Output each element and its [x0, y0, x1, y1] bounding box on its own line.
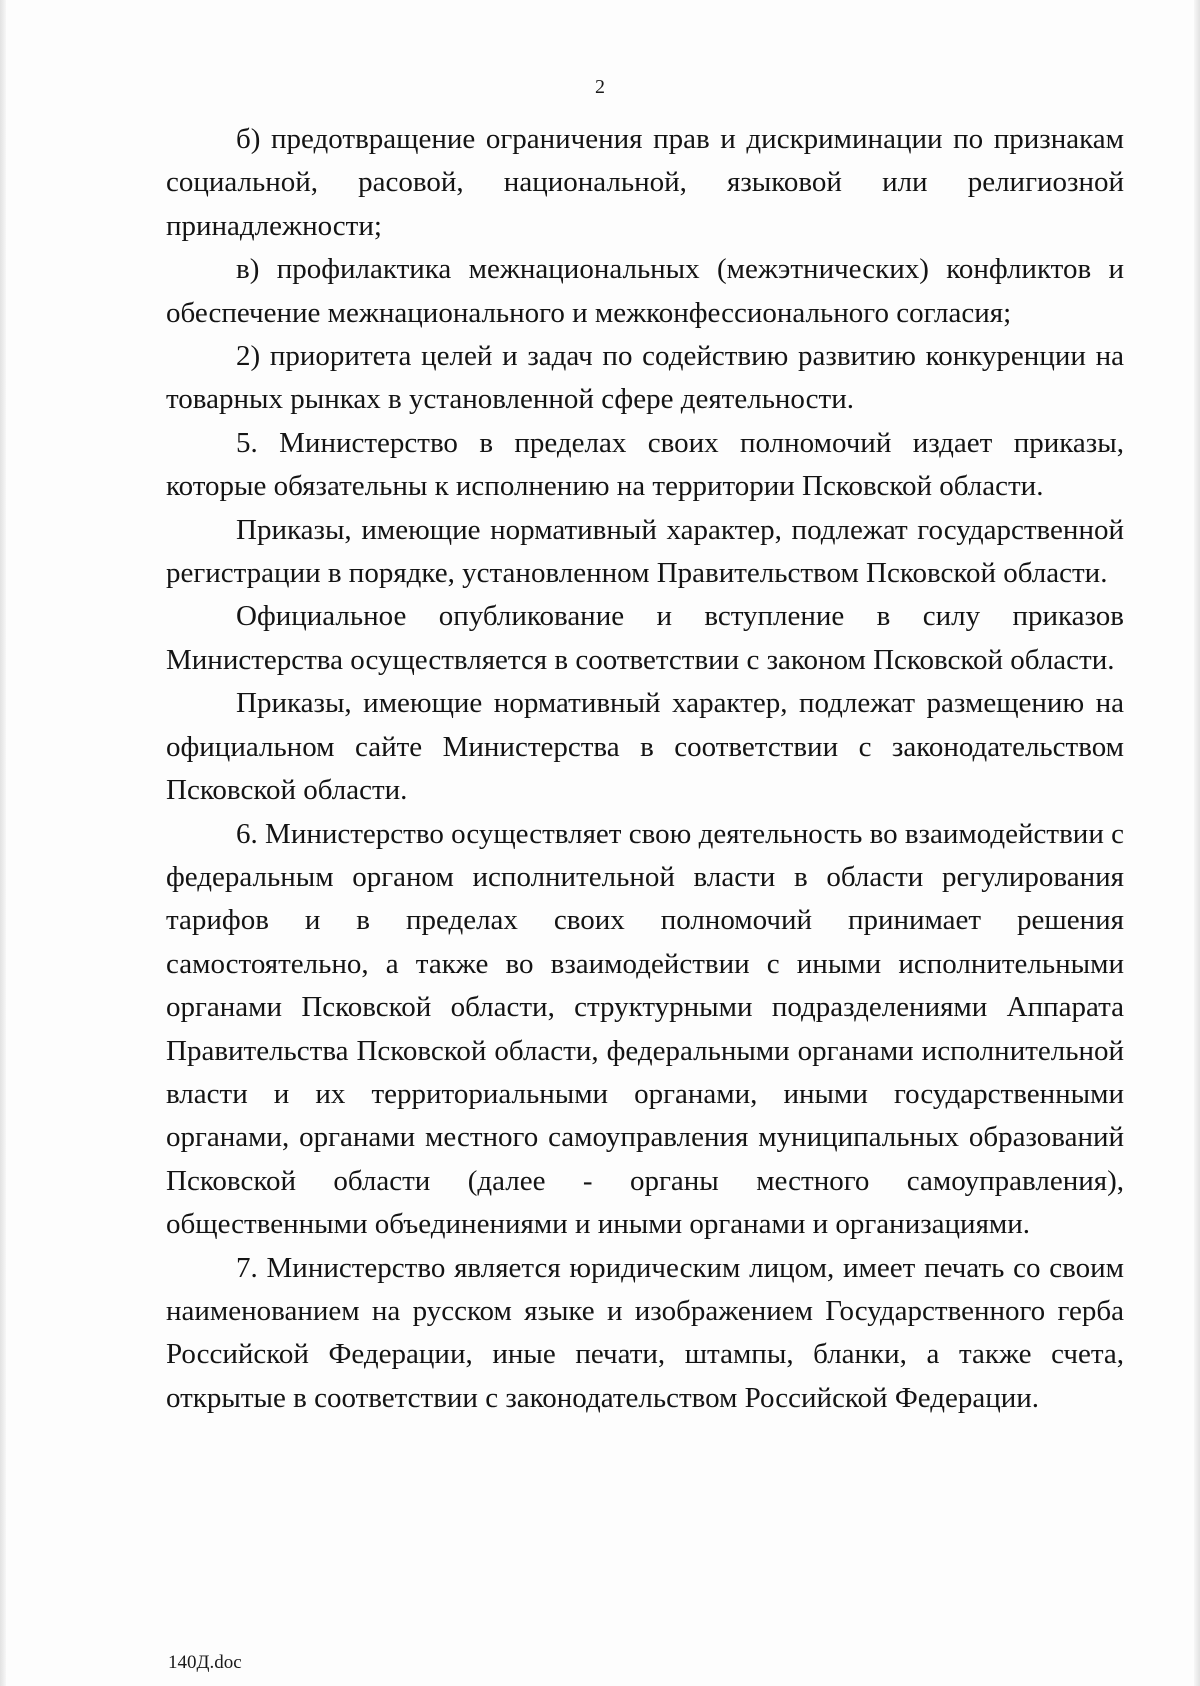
paragraph-5: 5. Министерство в пределах своих полномочий издает приказы, которые обязательны к исполнению на территории Псковской области. [166, 426, 1124, 503]
paragraph-5-registration: Приказы, имеющие нормативный характер, подлежат государственной регистрации в порядке, установленном Правительством Псковской области. [166, 513, 1124, 590]
paragraph-6: 6. Министерство осуществляет свою деятельность во взаимодействии с федеральным органом исполнительной власти в области регулирования тарифов и в пределах своих полномочий принимает решения самостоятельно, а также во взаимодействии с иными исполнительными органами Псковской области, структурными подразделениями Аппарата Правительства Псковской области, федеральными органами исполнительной власти и их территориальными органами, иными государственными органами, органами местного самоуправления муниципальных образований Псковской области (далее - органы местного самоуправления), общественными объединениями и иными органами и организациями. [166, 817, 1124, 1241]
paragraph-v: в) профилактика межнациональных (межэтнических) конфликтов и обеспечение межнационального и межконфессионального согласия; [166, 253, 1124, 329]
paragraph-b: б) предотвращение ограничения прав и дискриминации по признакам социальной, расовой, национальной, языковой или религиозной принадлежности; [166, 123, 1124, 242]
paragraph-5-website: Приказы, имеющие нормативный характер, подлежат размещению на официальном сайте Министерства в соответствии с законодательством Псковской области. [166, 687, 1124, 807]
scan-edge-left [0, 0, 6, 1686]
paragraph-2: 2) приоритета целей и задач по содействию развитию конкуренции на товарных рынках в установленной сфере деятельности. [166, 340, 1124, 416]
paragraph-5-publication: Официальное опубликование и вступление в силу приказов Министерства осуществляется в соответствии с законом Псковской области. [166, 600, 1124, 676]
scan-edge-right [1194, 0, 1200, 1686]
paragraph-7: 7. Министерство является юридическим лицом, имеет печать со своим наименованием на русском языке и изображением Государственного герба Российской Федерации, иные печати, штампы, бланки, а также счета, открытые в соответствии с законодательством Российской Федерации. [166, 1251, 1124, 1414]
page-number: 2 [595, 76, 605, 98]
file-name-footer: 140Д.doc [168, 1652, 242, 1673]
document-body [166, 118, 1124, 1420]
